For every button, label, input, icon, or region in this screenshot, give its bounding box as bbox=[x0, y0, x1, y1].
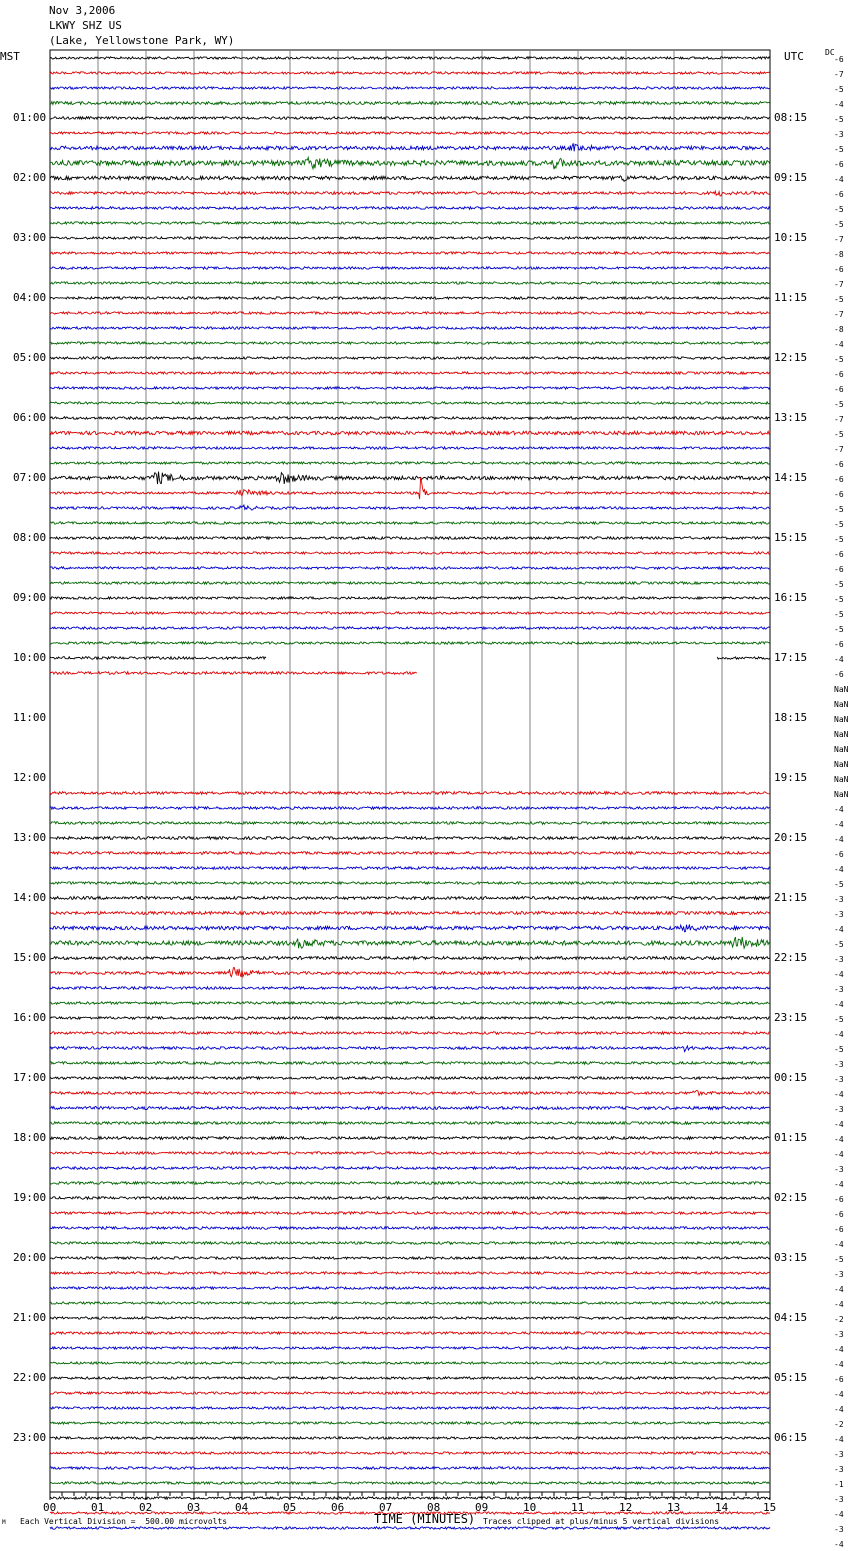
trace-line bbox=[50, 1317, 770, 1319]
x-tick-label: 00 bbox=[43, 1501, 57, 1514]
dc-offset-label: NaN bbox=[834, 700, 849, 709]
trace-line bbox=[50, 792, 770, 795]
mst-hour-label: 21:00 bbox=[13, 1311, 47, 1324]
dc-offset-label: -4 bbox=[834, 1135, 844, 1144]
trace-line bbox=[50, 472, 770, 485]
dc-offset-label: -5 bbox=[834, 520, 844, 529]
utc-hour-label: 01:15 bbox=[774, 1131, 808, 1144]
x-tick-label: 14 bbox=[715, 1501, 729, 1514]
trace-line bbox=[50, 1362, 770, 1364]
dc-offset-label: -6 bbox=[834, 190, 844, 199]
utc-hour-label: 18:15 bbox=[774, 711, 808, 724]
mst-hour-label: 17:00 bbox=[13, 1071, 47, 1084]
dc-offset-label: -4 bbox=[834, 1435, 844, 1444]
trace-line bbox=[50, 57, 770, 59]
dc-offset-label: -4 bbox=[834, 1510, 844, 1519]
scale-note: Each Vertical Division = 500.00 microvolts bbox=[20, 1517, 228, 1526]
x-tick-label: 08 bbox=[427, 1501, 441, 1514]
dc-offset-label: -4 bbox=[834, 970, 844, 979]
dc-offset-label: -7 bbox=[834, 445, 844, 454]
trace-line bbox=[50, 597, 770, 599]
dc-offset-label: -3 bbox=[834, 1060, 844, 1069]
x-tick-label: 09 bbox=[475, 1501, 489, 1514]
trace-line bbox=[50, 522, 770, 524]
dc-offset-label: -3 bbox=[834, 1495, 844, 1504]
dc-offset-label: -4 bbox=[834, 1285, 844, 1294]
trace-line bbox=[50, 1467, 770, 1469]
dc-offset-label: -4 bbox=[834, 865, 844, 874]
trace-line bbox=[50, 102, 770, 105]
trace-line bbox=[50, 1077, 770, 1080]
trace-line bbox=[50, 1107, 770, 1110]
dc-offset-label: -4 bbox=[834, 820, 844, 829]
trace-line bbox=[50, 672, 417, 675]
utc-hour-label: 20:15 bbox=[774, 831, 808, 844]
trace-line bbox=[50, 72, 770, 74]
trace-line bbox=[50, 807, 770, 810]
trace-line bbox=[50, 372, 770, 374]
x-tick-label: 15 bbox=[763, 1501, 777, 1514]
x-tick-label: 02 bbox=[139, 1501, 153, 1514]
mst-hour-label: 06:00 bbox=[13, 411, 47, 424]
x-tick-label: 01 bbox=[91, 1501, 105, 1514]
mst-hour-label: 02:00 bbox=[13, 171, 47, 184]
dc-offset-label: -7 bbox=[834, 235, 844, 244]
trace-line bbox=[50, 937, 770, 948]
dc-offset-label: -4 bbox=[834, 1180, 844, 1189]
trace-line bbox=[50, 222, 770, 224]
dc-offset-label: -4 bbox=[834, 1150, 844, 1159]
trace-line bbox=[50, 968, 770, 977]
trace-line bbox=[50, 1437, 770, 1439]
trace-line bbox=[50, 237, 770, 239]
trace-line bbox=[50, 1257, 770, 1259]
trace-line bbox=[50, 143, 770, 151]
trace-line bbox=[50, 925, 770, 932]
mst-hour-label: 13:00 bbox=[13, 831, 47, 844]
trace-line bbox=[50, 132, 770, 134]
trace-line bbox=[50, 1422, 770, 1424]
mst-hour-label: 07:00 bbox=[13, 471, 47, 484]
dc-offset-label: -5 bbox=[834, 880, 844, 889]
trace-line bbox=[50, 1332, 770, 1334]
x-tick-label: 05 bbox=[283, 1501, 297, 1514]
mst-hour-label: 01:00 bbox=[13, 111, 47, 124]
trace-line bbox=[50, 1287, 770, 1289]
dc-offset-label: -4 bbox=[834, 1300, 844, 1309]
dc-offset-label: -6 bbox=[834, 385, 844, 394]
dc-offset-label: NaN bbox=[834, 790, 849, 799]
utc-hour-label: 12:15 bbox=[774, 351, 808, 364]
x-tick-label: 03 bbox=[187, 1501, 201, 1514]
dc-offset-label: -5 bbox=[834, 145, 844, 154]
trace-line bbox=[50, 342, 770, 344]
dc-offset-label: -6 bbox=[834, 1210, 844, 1219]
dc-offset-label: -3 bbox=[834, 1465, 844, 1474]
dc-label: DC bbox=[825, 48, 835, 57]
corner-mark: M bbox=[2, 1519, 6, 1526]
trace-line bbox=[50, 912, 770, 915]
x-axis-title: TIME (MINUTES) bbox=[374, 1512, 476, 1526]
trace-line bbox=[50, 431, 770, 435]
dc-offset-label: -4 bbox=[834, 100, 844, 109]
dc-offset-label: -5 bbox=[834, 85, 844, 94]
mst-hour-label: 12:00 bbox=[13, 771, 47, 784]
dc-offset-label: -4 bbox=[834, 925, 844, 934]
trace-line bbox=[50, 1407, 770, 1409]
dc-offset-label: -6 bbox=[834, 670, 844, 679]
utc-hour-label: 11:15 bbox=[774, 291, 808, 304]
dc-offset-label: -8 bbox=[834, 325, 844, 334]
utc-hour-label: 02:15 bbox=[774, 1191, 808, 1204]
dc-offset-label: -5 bbox=[834, 535, 844, 544]
utc-hour-label: 04:15 bbox=[774, 1311, 808, 1324]
dc-offset-label: -5 bbox=[834, 400, 844, 409]
dc-offset-label: -1 bbox=[834, 1480, 844, 1489]
mst-hour-label: 10:00 bbox=[13, 651, 47, 664]
dc-offset-label: -5 bbox=[834, 940, 844, 949]
x-tick-label: 12 bbox=[619, 1501, 633, 1514]
trace-line bbox=[50, 1032, 770, 1035]
trace-line bbox=[50, 1122, 770, 1125]
dc-offset-label: -3 bbox=[834, 1165, 844, 1174]
trace-line bbox=[50, 582, 770, 584]
dc-offset-label: -5 bbox=[834, 205, 844, 214]
trace-line bbox=[50, 657, 266, 660]
dc-offset-label: -7 bbox=[834, 280, 844, 289]
dc-offset-label: -6 bbox=[834, 1225, 844, 1234]
mst-hour-label: 09:00 bbox=[13, 591, 47, 604]
trace-line bbox=[50, 957, 770, 960]
dc-offset-label: -6 bbox=[834, 1375, 844, 1384]
dc-offset-label: -3 bbox=[834, 910, 844, 919]
trace-line bbox=[50, 1242, 770, 1245]
mst-hour-label: 22:00 bbox=[13, 1371, 47, 1384]
dc-offset-label: NaN bbox=[834, 730, 849, 739]
utc-hour-label: 00:15 bbox=[774, 1071, 808, 1084]
dc-offset-label: -5 bbox=[834, 580, 844, 589]
trace-line bbox=[50, 627, 770, 629]
dc-offset-label: -6 bbox=[834, 490, 844, 499]
trace-line bbox=[50, 1377, 770, 1379]
trace-line bbox=[50, 1046, 770, 1052]
dc-offset-label: -5 bbox=[834, 220, 844, 229]
dc-offset-label: NaN bbox=[834, 760, 849, 769]
dc-offset-label: -6 bbox=[834, 850, 844, 859]
trace-line bbox=[50, 852, 770, 855]
dc-offset-label: -5 bbox=[834, 1045, 844, 1054]
trace-line bbox=[50, 157, 770, 169]
dc-offset-label: -7 bbox=[834, 70, 844, 79]
trace-line bbox=[50, 1017, 770, 1020]
dc-offset-label: -3 bbox=[834, 1330, 844, 1339]
dc-offset-label: -6 bbox=[834, 475, 844, 484]
trace-line bbox=[50, 1497, 770, 1499]
trace-line bbox=[50, 87, 770, 89]
trace-line bbox=[50, 537, 770, 540]
utc-hour-label: 03:15 bbox=[774, 1251, 808, 1264]
clip-note: Traces clipped at plus/minus 5 vertical divisions bbox=[483, 1517, 720, 1526]
dc-offset-label: -4 bbox=[834, 1360, 844, 1369]
left-timezone-label: MST bbox=[0, 50, 20, 63]
mst-hour-label: 11:00 bbox=[13, 711, 47, 724]
utc-hour-label: 21:15 bbox=[774, 891, 808, 904]
utc-hour-label: 09:15 bbox=[774, 171, 808, 184]
dc-offset-label: -4 bbox=[834, 1405, 844, 1414]
trace-line bbox=[50, 837, 770, 840]
dc-offset-label: -2 bbox=[834, 1420, 844, 1429]
trace-line bbox=[50, 1182, 770, 1185]
utc-hour-label: 08:15 bbox=[774, 111, 808, 124]
dc-offset-label: -3 bbox=[834, 1525, 844, 1534]
x-tick-label: 07 bbox=[379, 1501, 393, 1514]
mst-hour-label: 04:00 bbox=[13, 291, 47, 304]
trace-line bbox=[50, 1137, 770, 1140]
utc-hour-label: 05:15 bbox=[774, 1371, 808, 1384]
dc-offset-label: -4 bbox=[834, 655, 844, 664]
trace-line bbox=[50, 1482, 770, 1484]
trace-line bbox=[50, 1212, 770, 1215]
dc-offset-label: -5 bbox=[834, 1255, 844, 1264]
trace-line bbox=[50, 312, 770, 314]
trace-line bbox=[50, 1347, 770, 1349]
dc-offset-label: NaN bbox=[834, 685, 849, 694]
dc-offset-label: -4 bbox=[834, 1345, 844, 1354]
mst-hour-label: 05:00 bbox=[13, 351, 47, 364]
trace-line bbox=[50, 882, 770, 885]
dc-offset-label: -4 bbox=[834, 1030, 844, 1039]
utc-hour-label: 17:15 bbox=[774, 651, 808, 664]
dc-offset-label: NaN bbox=[834, 775, 849, 784]
trace-line bbox=[50, 1302, 770, 1304]
x-tick-label: 04 bbox=[235, 1501, 249, 1514]
dc-offset-label: -6 bbox=[834, 1195, 844, 1204]
trace-line bbox=[50, 642, 770, 644]
trace-line bbox=[50, 1452, 770, 1454]
trace-line bbox=[50, 897, 770, 900]
mst-hour-label: 18:00 bbox=[13, 1131, 47, 1144]
trace-line bbox=[50, 282, 770, 284]
dc-offset-label: -7 bbox=[834, 310, 844, 319]
dc-offset-label: -5 bbox=[834, 505, 844, 514]
trace-line bbox=[50, 1062, 770, 1065]
utc-hour-label: 15:15 bbox=[774, 531, 808, 544]
utc-hour-label: 22:15 bbox=[774, 951, 808, 964]
trace-line bbox=[50, 1002, 770, 1005]
trace-line bbox=[50, 612, 770, 614]
mst-hour-label: 19:00 bbox=[13, 1191, 47, 1204]
dc-offset-label: -6 bbox=[834, 550, 844, 559]
utc-hour-label: 06:15 bbox=[774, 1431, 808, 1444]
dc-offset-label: -4 bbox=[834, 1540, 844, 1549]
dc-offset-label: -4 bbox=[834, 1000, 844, 1009]
dc-offset-label: -3 bbox=[834, 1075, 844, 1084]
x-tick-label: 13 bbox=[667, 1501, 681, 1514]
trace-line bbox=[50, 987, 770, 990]
dc-offset-label: -6 bbox=[834, 565, 844, 574]
mst-hour-label: 08:00 bbox=[13, 531, 47, 544]
trace-line bbox=[50, 505, 770, 510]
dc-offset-label: -5 bbox=[834, 430, 844, 439]
trace-line bbox=[50, 447, 770, 449]
trace-line bbox=[50, 462, 770, 464]
dc-offset-label: -6 bbox=[834, 160, 844, 169]
trace-line bbox=[50, 1197, 770, 1200]
dc-offset-label: -3 bbox=[834, 1450, 844, 1459]
chart-date: Nov 3,2006 bbox=[49, 4, 116, 17]
utc-hour-label: 16:15 bbox=[774, 591, 808, 604]
trace-line bbox=[50, 297, 770, 299]
dc-offset-label: -4 bbox=[834, 1120, 844, 1129]
trace-line bbox=[50, 1392, 770, 1394]
chart-station: LKWY SHZ US bbox=[49, 19, 122, 32]
utc-hour-label: 13:15 bbox=[774, 411, 808, 424]
chart-location: (Lake, Yellowstone Park, WY) bbox=[49, 34, 235, 47]
trace-line bbox=[50, 252, 770, 254]
plot-frame bbox=[50, 50, 770, 1492]
dc-offset-label: -3 bbox=[834, 1105, 844, 1114]
dc-offset-label: -6 bbox=[834, 640, 844, 649]
mst-hour-label: 16:00 bbox=[13, 1011, 47, 1024]
trace-line bbox=[50, 1272, 770, 1274]
trace-line bbox=[50, 327, 770, 329]
dc-offset-label: -6 bbox=[834, 55, 844, 64]
trace-line bbox=[50, 567, 770, 569]
dc-offset-label: -4 bbox=[834, 1090, 844, 1099]
trace-line bbox=[50, 1227, 770, 1230]
trace-line bbox=[50, 1090, 770, 1095]
trace-line bbox=[50, 1167, 770, 1170]
dc-offset-label: -5 bbox=[834, 295, 844, 304]
trace-line bbox=[50, 117, 770, 120]
trace-line bbox=[50, 267, 770, 269]
trace-line bbox=[50, 822, 770, 825]
trace-line bbox=[50, 417, 770, 420]
dc-offset-label: -5 bbox=[834, 625, 844, 634]
trace-line bbox=[50, 1152, 770, 1155]
x-tick-label: 10 bbox=[523, 1501, 537, 1514]
right-timezone-label: UTC bbox=[784, 50, 804, 63]
dc-offset-label: -5 bbox=[834, 610, 844, 619]
dc-offset-label: -6 bbox=[834, 265, 844, 274]
dc-offset-label: -4 bbox=[834, 1240, 844, 1249]
trace-line bbox=[50, 357, 770, 359]
dc-offset-label: -5 bbox=[834, 355, 844, 364]
utc-hour-label: 19:15 bbox=[774, 771, 808, 784]
dc-offset-label: -4 bbox=[834, 340, 844, 349]
dc-offset-label: -7 bbox=[834, 415, 844, 424]
trace-line bbox=[50, 402, 770, 404]
trace-line bbox=[50, 191, 770, 196]
dc-offset-label: -6 bbox=[834, 460, 844, 469]
mst-hour-label: 03:00 bbox=[13, 231, 47, 244]
dc-offset-label: -6 bbox=[834, 370, 844, 379]
utc-hour-label: 14:15 bbox=[774, 471, 808, 484]
dc-offset-label: -3 bbox=[834, 895, 844, 904]
x-tick-label: 06 bbox=[331, 1501, 345, 1514]
dc-offset-label: -4 bbox=[834, 835, 844, 844]
mst-hour-label: 15:00 bbox=[13, 951, 47, 964]
trace-line bbox=[50, 207, 770, 210]
dc-offset-label: NaN bbox=[834, 715, 849, 724]
dc-offset-label: -3 bbox=[834, 985, 844, 994]
dc-offset-label: -2 bbox=[834, 1315, 844, 1324]
dc-offset-label: -5 bbox=[834, 115, 844, 124]
trace-line bbox=[50, 867, 770, 870]
utc-hour-label: 23:15 bbox=[774, 1011, 808, 1024]
mst-hour-label: 23:00 bbox=[13, 1431, 47, 1444]
dc-offset-label: -5 bbox=[834, 595, 844, 604]
dc-offset-label: -3 bbox=[834, 1270, 844, 1279]
trace-line bbox=[717, 657, 770, 659]
trace-line bbox=[50, 552, 770, 554]
mst-hour-label: 20:00 bbox=[13, 1251, 47, 1264]
trace-line bbox=[50, 1527, 770, 1529]
trace-line bbox=[50, 387, 770, 389]
dc-offset-label: -4 bbox=[834, 805, 844, 814]
trace-line bbox=[50, 176, 770, 182]
dc-offset-label: -8 bbox=[834, 250, 844, 259]
dc-offset-label: -3 bbox=[834, 955, 844, 964]
dc-offset-label: -4 bbox=[834, 1390, 844, 1399]
dc-offset-label: -4 bbox=[834, 175, 844, 184]
mst-hour-label: 14:00 bbox=[13, 891, 47, 904]
x-tick-label: 11 bbox=[571, 1501, 585, 1514]
utc-hour-label: 10:15 bbox=[774, 231, 808, 244]
dc-offset-label: -5 bbox=[834, 1015, 844, 1024]
dc-offset-label: NaN bbox=[834, 745, 849, 754]
dc-offset-label: -3 bbox=[834, 130, 844, 139]
